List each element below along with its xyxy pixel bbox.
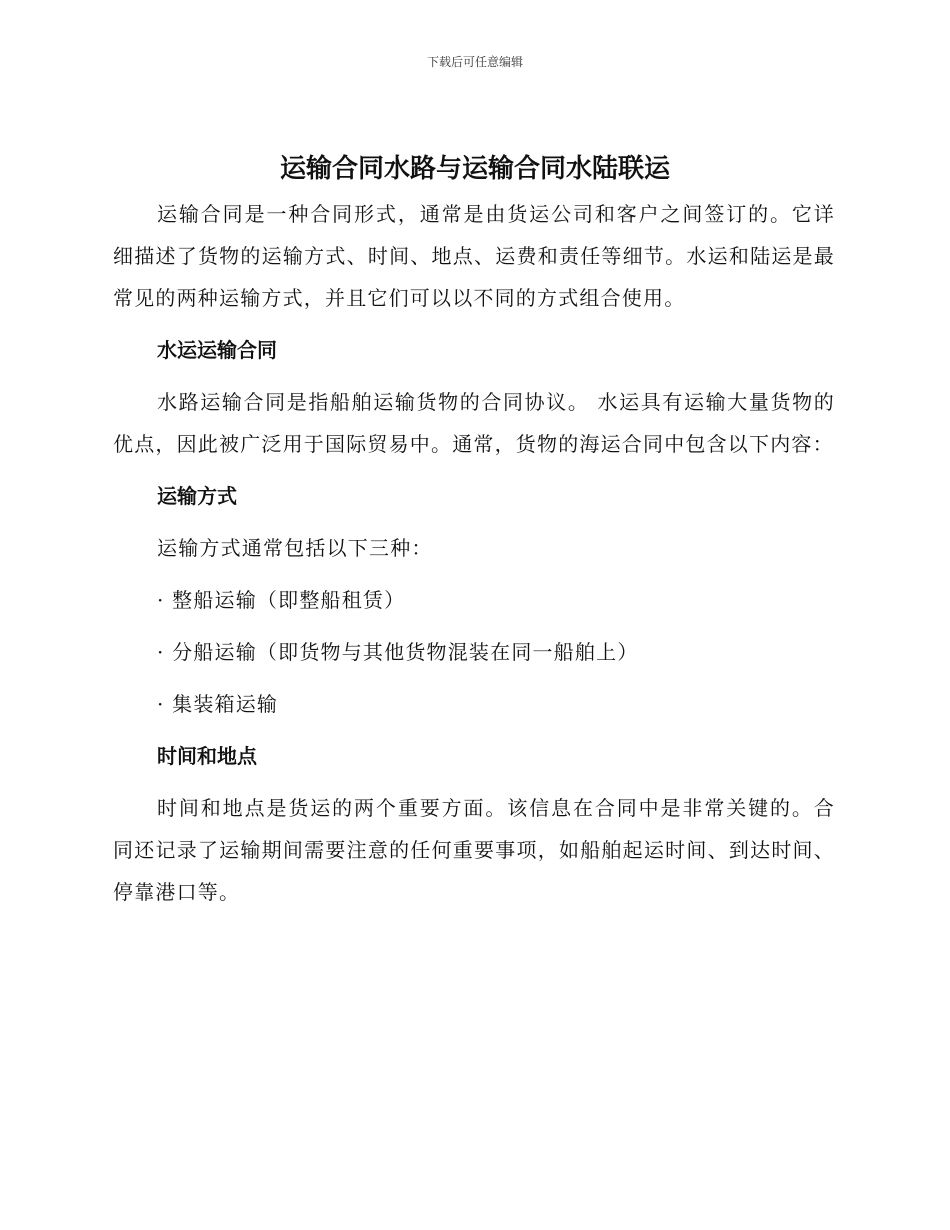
list-item: · 分船运输（即货物与其他货物混装在同一船舶上）: [157, 640, 639, 664]
document-body: [113, 193, 835, 913]
section-heading-time-place: 时间和地点: [157, 744, 257, 768]
page-header-note: 下载后可任意编辑: [426, 55, 523, 69]
time-place-paragraph: 时间和地点是货运的两个重要方面。该信息在合同中是非常关键的。合同还记录了运输期间需要注意的任何重要事项，如船舶起运时间、到达时间、停靠港口等。: [113, 796, 835, 904]
list-item: · 集装箱运输: [157, 692, 279, 716]
list-item: · 整船运输（即整船租赁）: [157, 588, 406, 612]
document-title: 运输合同水路与运输合同水陆联运: [279, 154, 670, 184]
section-heading-transport-mode: 运输方式: [157, 484, 237, 508]
intro-paragraph: 运输合同是一种合同形式，通常是由货运公司和客户之间签订的。它详细描述了货物的运输方式、时间、地点、运费和责任等细节。水运和陆运是最常见的两种运输方式，并且它们可以以不同的方式组合使用。: [113, 202, 835, 310]
section-heading-water-transport: 水运运输合同: [157, 338, 277, 362]
transport-mode-lead: 运输方式通常包括以下三种：: [157, 536, 433, 560]
water-transport-paragraph: 水路运输合同是指船舶运输货物的合同协议。 水运具有运输大量货物的优点，因此被广泛用于国际贸易中。通常，货物的海运合同中包含以下内容：: [113, 390, 835, 456]
